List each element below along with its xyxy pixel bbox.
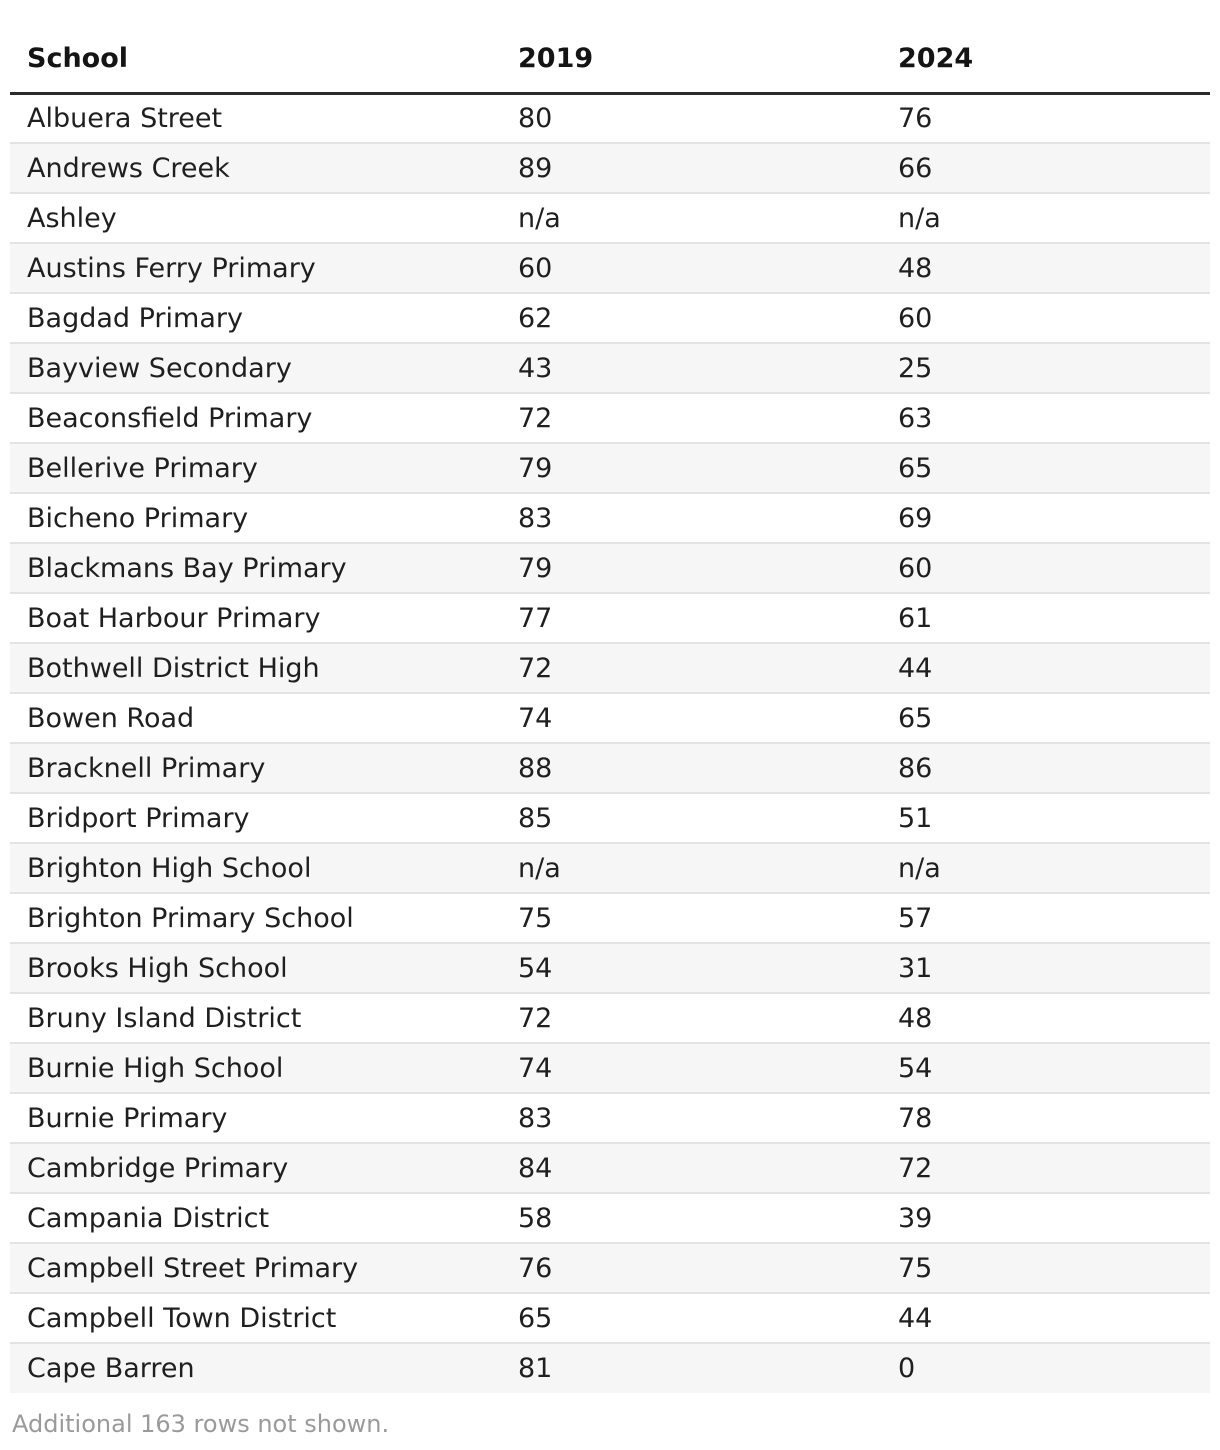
cell-school: Bayview Secondary	[10, 343, 501, 393]
cell-2024: 57	[881, 893, 1210, 943]
table-row	[10, 1293, 1210, 1343]
cell-school: Ashley	[10, 193, 501, 243]
cell-2024: 75	[881, 1243, 1210, 1293]
cell-school: Bridport Primary	[10, 793, 501, 843]
cell-school: Campania District	[10, 1193, 501, 1243]
cell-2019: 84	[501, 1143, 881, 1193]
column-header-2024[interactable]: 2024	[881, 25, 1210, 93]
cell-2019: 76	[501, 1243, 881, 1293]
cell-school: Andrews Creek	[10, 143, 501, 193]
cell-2019: 72	[501, 643, 881, 693]
cell-2024: 51	[881, 793, 1210, 843]
cell-school: Bellerive Primary	[10, 443, 501, 493]
table-row	[10, 443, 1210, 493]
cell-2019: 74	[501, 693, 881, 743]
cell-2024: 39	[881, 1193, 1210, 1243]
cell-2024: 65	[881, 443, 1210, 493]
table-row	[10, 393, 1210, 443]
cell-school: Blackmans Bay Primary	[10, 543, 501, 593]
table-row	[10, 193, 1210, 243]
cell-2024: 48	[881, 243, 1210, 293]
cell-2019: 65	[501, 1293, 881, 1343]
cell-2024: 0	[881, 1343, 1210, 1393]
cell-2019: 72	[501, 393, 881, 443]
cell-2019: 79	[501, 443, 881, 493]
table-row	[10, 1143, 1210, 1193]
cell-2019: 88	[501, 743, 881, 793]
cell-school: Brighton High School	[10, 843, 501, 893]
table-row	[10, 93, 1210, 143]
cell-school: Beaconsfield Primary	[10, 393, 501, 443]
table-row	[10, 543, 1210, 593]
cell-2019: 62	[501, 293, 881, 343]
cell-2019: 60	[501, 243, 881, 293]
table-row	[10, 693, 1210, 743]
cell-school: Campbell Street Primary	[10, 1243, 501, 1293]
cell-2019: 74	[501, 1043, 881, 1093]
data-table	[10, 25, 1210, 1393]
cell-2019: 81	[501, 1343, 881, 1393]
cell-school: Albuera Street	[10, 93, 501, 143]
cell-school: Campbell Town District	[10, 1293, 501, 1343]
table-row	[10, 793, 1210, 843]
table-body	[10, 93, 1210, 1393]
cell-2024: 60	[881, 293, 1210, 343]
table-row	[10, 743, 1210, 793]
cell-2024: 65	[881, 693, 1210, 743]
table-row	[10, 893, 1210, 943]
cell-school: Bowen Road	[10, 693, 501, 743]
cell-2019: 80	[501, 93, 881, 143]
cell-2024: 31	[881, 943, 1210, 993]
cell-2019: 83	[501, 493, 881, 543]
table-row	[10, 1243, 1210, 1293]
cell-2024: 44	[881, 1293, 1210, 1343]
cell-school: Austins Ferry Primary	[10, 243, 501, 293]
cell-2024: 63	[881, 393, 1210, 443]
cell-2019: 75	[501, 893, 881, 943]
cell-2024: 69	[881, 493, 1210, 543]
cell-2019: n/a	[501, 843, 881, 893]
cell-school: Burnie High School	[10, 1043, 501, 1093]
cell-2024: 61	[881, 593, 1210, 643]
table-row	[10, 643, 1210, 693]
cell-2024: 60	[881, 543, 1210, 593]
cell-2019: n/a	[501, 193, 881, 243]
cell-school: Bicheno Primary	[10, 493, 501, 543]
cell-2024: 44	[881, 643, 1210, 693]
cell-2019: 79	[501, 543, 881, 593]
table-row	[10, 1193, 1210, 1243]
cell-2019: 72	[501, 993, 881, 1043]
cell-school: Bagdad Primary	[10, 293, 501, 343]
cell-2024: 25	[881, 343, 1210, 393]
table-row	[10, 1043, 1210, 1093]
rows-not-shown-note: Additional 163 rows not shown.	[12, 1410, 390, 1438]
table-row	[10, 343, 1210, 393]
table-row	[10, 1343, 1210, 1393]
table-row	[10, 243, 1210, 293]
table-row	[10, 593, 1210, 643]
cell-2019: 85	[501, 793, 881, 843]
table-header	[10, 25, 1210, 93]
cell-school: Bracknell Primary	[10, 743, 501, 793]
cell-2019: 83	[501, 1093, 881, 1143]
cell-school: Brooks High School	[10, 943, 501, 993]
table-row	[10, 293, 1210, 343]
table-row	[10, 493, 1210, 543]
cell-school: Cambridge Primary	[10, 1143, 501, 1193]
cell-2019: 43	[501, 343, 881, 393]
cell-2024: 76	[881, 93, 1210, 143]
cell-2019: 89	[501, 143, 881, 193]
cell-2024: 48	[881, 993, 1210, 1043]
table-row	[10, 1093, 1210, 1143]
table-row	[10, 943, 1210, 993]
column-header-2019[interactable]: 2019	[501, 25, 881, 93]
table-row	[10, 993, 1210, 1043]
cell-school: Bothwell District High	[10, 643, 501, 693]
cell-2024: 72	[881, 1143, 1210, 1193]
cell-2024: 86	[881, 743, 1210, 793]
cell-school: Brighton Primary School	[10, 893, 501, 943]
cell-school: Burnie Primary	[10, 1093, 501, 1143]
column-header-school[interactable]: School	[10, 25, 501, 93]
cell-2024: n/a	[881, 843, 1210, 893]
table-row	[10, 143, 1210, 193]
cell-2024: 66	[881, 143, 1210, 193]
cell-school: Boat Harbour Primary	[10, 593, 501, 643]
cell-2019: 77	[501, 593, 881, 643]
cell-school: Bruny Island District	[10, 993, 501, 1043]
cell-2024: 54	[881, 1043, 1210, 1093]
cell-2024: n/a	[881, 193, 1210, 243]
cell-2019: 58	[501, 1193, 881, 1243]
cell-2019: 54	[501, 943, 881, 993]
header-row	[10, 25, 1210, 93]
cell-2024: 78	[881, 1093, 1210, 1143]
cell-school: Cape Barren	[10, 1343, 501, 1393]
table-row	[10, 843, 1210, 893]
